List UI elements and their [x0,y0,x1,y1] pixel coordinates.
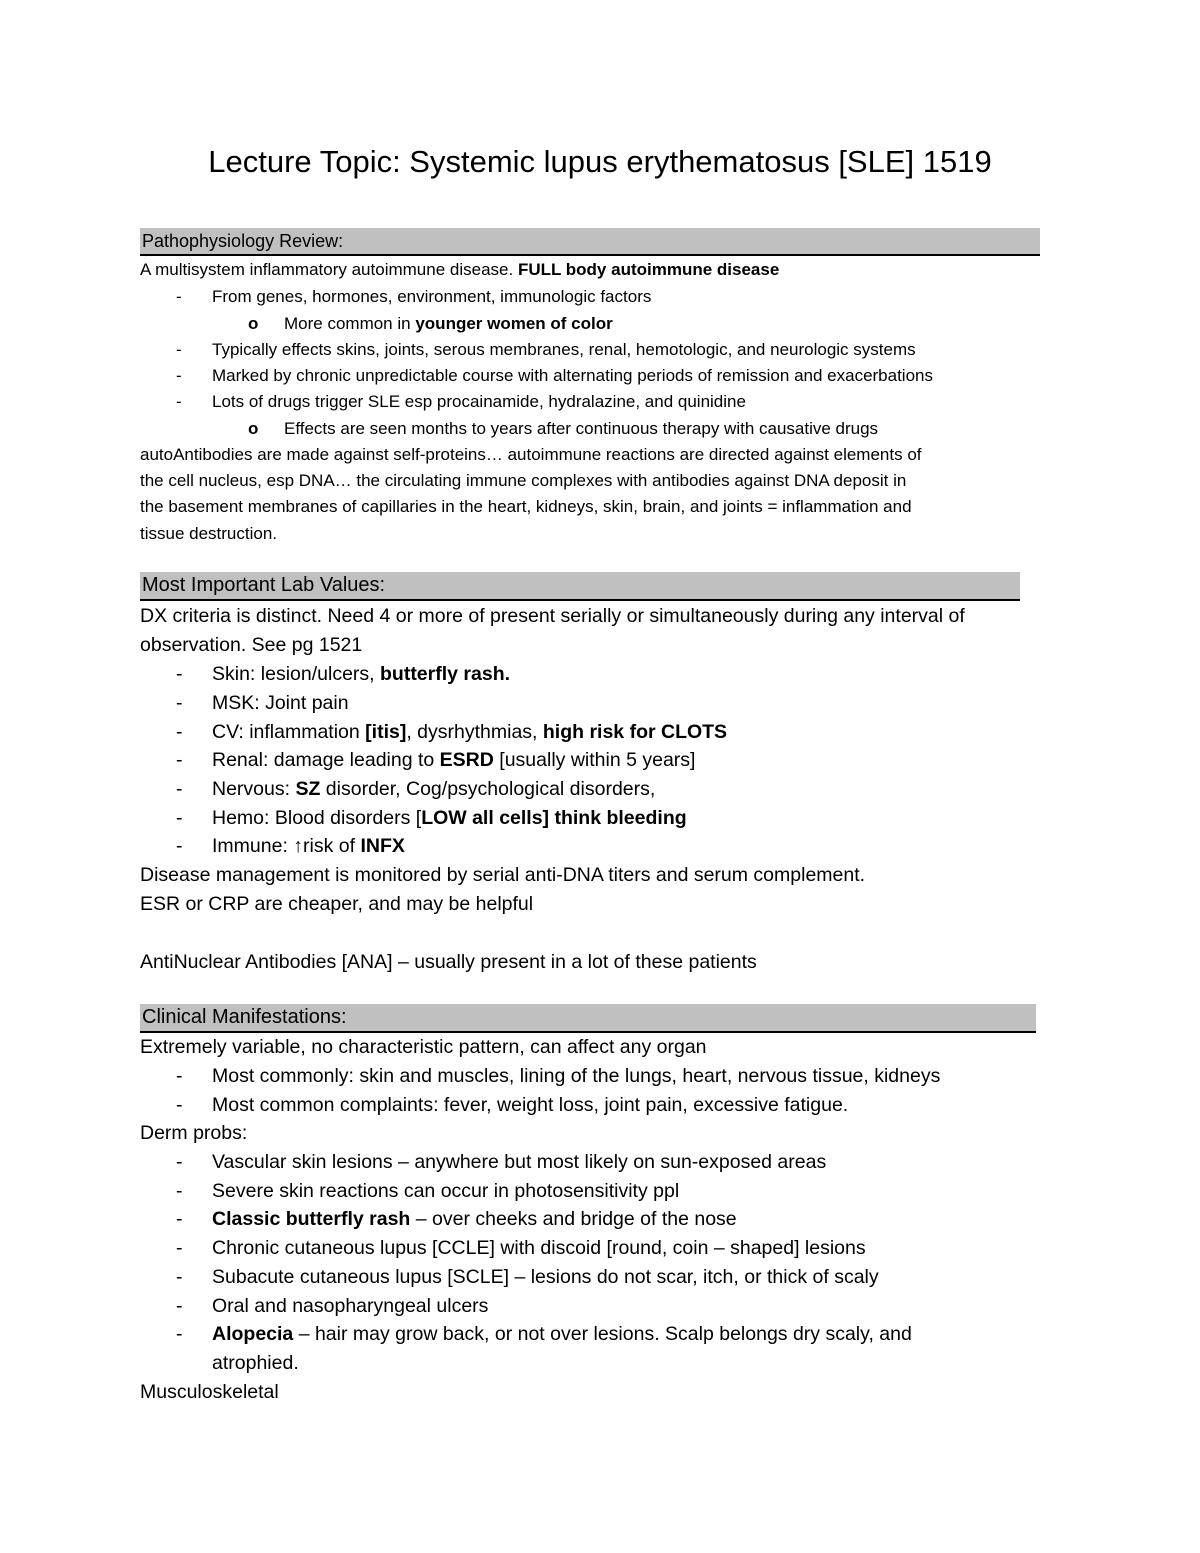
paragraph-line: observation. See pg 1521 [140,634,363,656]
section-heading-lab-values: Most Important Lab Values: [140,572,1020,601]
bullet-dash: - [176,1151,183,1173]
bullet-item: CV: inflammation [itis], dysrhythmias, high risk for CLOTS [212,721,728,743]
section-heading-pathophysiology: Pathophysiology Review: [140,228,1040,256]
bullet-dash: - [176,392,182,411]
bullet-dash: - [176,1094,183,1116]
bullet-item: Classic butterfly rash – over cheeks and bridge of the nose [212,1208,737,1230]
bullet-dash: - [176,340,182,359]
page-title: Lecture Topic: Systemic lupus erythematosus [SLE] 1519 [208,144,992,179]
paragraph-line: the basement membranes of capillaries in the heart, kidneys, skin, brain, and joints = inflammation and [140,497,912,516]
paragraph-line: Derm probs: [140,1122,248,1144]
bullet-item: MSK: Joint pain [212,692,349,714]
bullet-item: Most commonly: skin and muscles, lining of the lungs, heart, nervous tissue, kidneys [212,1065,941,1087]
bullet-dash: - [176,1180,183,1202]
bullet-item: Typically effects skins, joints, serous membranes, renal, hemotologic, and neurologic systems [212,340,916,359]
bullet-dash: - [176,287,182,306]
paragraph-line: the cell nucleus, esp DNA… the circulating immune complexes with antibodies against DNA deposit in [140,471,907,490]
bullet-dash: - [176,835,183,857]
bullet-item: Chronic cutaneous lupus [CCLE] with discoid [round, coin – shaped] lesions [212,1237,866,1259]
bullet-item-continuation: atrophied. [212,1352,299,1374]
bullet-dash: - [176,1295,183,1317]
bullet-item: Marked by chronic unpredictable course with alternating periods of remission and exacerbations [212,366,933,385]
sub-bullet-item: More common in younger women of color [284,314,613,333]
paragraph-line: autoAntibodies are made against self-proteins… autoimmune reactions are directed against elements of [140,445,922,464]
paragraph-line: Disease management is monitored by serial anti-DNA titers and serum complement. [140,864,866,886]
bullet-item: Renal: damage leading to ESRD [usually within 5 years] [212,749,696,771]
bullet-item: Hemo: Blood disorders [LOW all cells] think bleeding [212,807,687,829]
paragraph-line: DX criteria is distinct. Need 4 or more of present serially or simultaneously during any interval of [140,605,965,627]
bullet-dash: - [176,807,183,829]
bullet-dash: - [176,778,183,800]
paragraph-line: Musculoskeletal [140,1381,279,1403]
bullet-dash: - [176,1266,183,1288]
sub-bullet-marker: o [248,419,259,438]
paragraph-line: tissue destruction. [140,524,278,543]
bullet-item: Vascular skin lesions – anywhere but most likely on sun-exposed areas [212,1151,827,1173]
bullet-item: Lots of drugs trigger SLE esp procainamide, hydralazine, and quinidine [212,392,746,411]
paragraph-line: AntiNuclear Antibodies [ANA] – usually present in a lot of these patients [140,951,757,973]
bullet-dash: - [176,1208,183,1230]
bullet-dash: - [176,721,183,743]
paragraph-line: A multisystem inflammatory autoimmune disease. FULL body autoimmune disease [140,260,780,279]
paragraph-line: ESR or CRP are cheaper, and may be helpful [140,893,534,915]
section-heading-clinical-manifestations: Clinical Manifestations: [140,1004,1036,1033]
bullet-dash: - [176,663,183,685]
bullet-item: Nervous: SZ disorder, Cog/psychological disorders, [212,778,656,800]
bullet-item: Severe skin reactions can occur in photosensitivity ppl [212,1180,680,1202]
bullet-item: Subacute cutaneous lupus [SCLE] – lesions do not scar, itch, or thick of scaly [212,1266,879,1288]
paragraph-line: Extremely variable, no characteristic pattern, can affect any organ [140,1036,707,1058]
bullet-dash: - [176,749,183,771]
bullet-dash: - [176,1323,183,1345]
bullet-item: From genes, hormones, environment, immunologic factors [212,287,652,306]
sub-bullet-marker: o [248,314,259,333]
bullet-item: Skin: lesion/ulcers, butterfly rash. [212,663,511,685]
bullet-item: Alopecia – hair may grow back, or not over lesions. Scalp belongs dry scaly, and [212,1323,912,1345]
bullet-dash: - [176,692,183,714]
bullet-item: Immune: ↑risk of INFX [212,835,405,857]
bullet-item: Oral and nasopharyngeal ulcers [212,1295,489,1317]
bullet-dash: - [176,1237,183,1259]
sub-bullet-item: Effects are seen months to years after continuous therapy with causative drugs [284,419,879,438]
bullet-dash: - [176,1065,183,1087]
bullet-dash: - [176,366,182,385]
bullet-item: Most common complaints: fever, weight loss, joint pain, excessive fatigue. [212,1094,849,1116]
